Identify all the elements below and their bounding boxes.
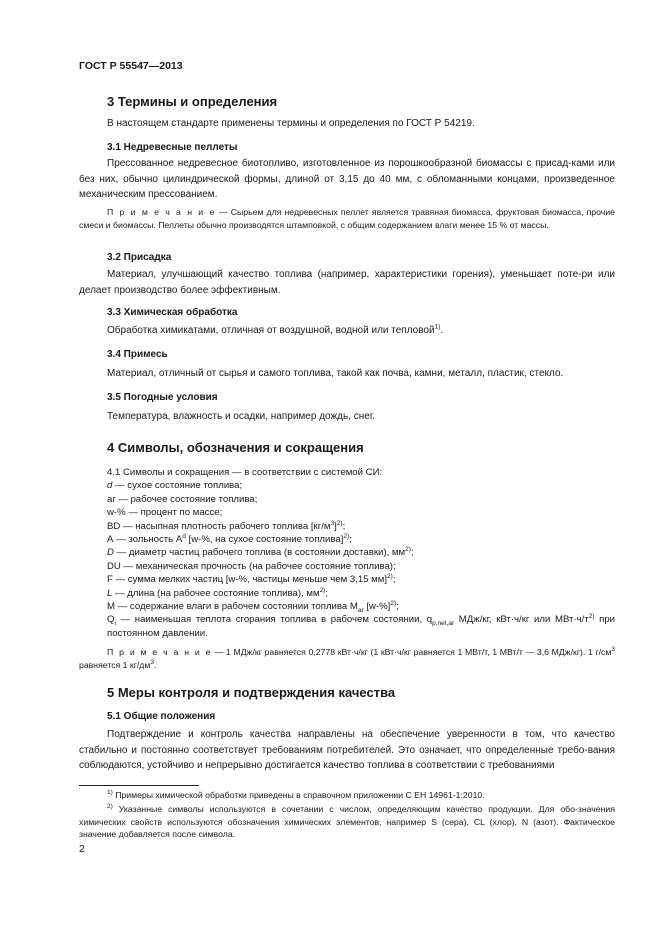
subscript: i [114,620,116,628]
term-3-2-definition: Материал, улучшающий качество топлива (например, характеристики горения), уменьшает поте-ри или делает производство более эффективным. [79,269,615,296]
semicolon: ; [392,574,396,586]
section-5-title: 5 Меры контроля и подтверждения качества [107,685,396,700]
symbol-desc: — сухое состояние топлива; [112,480,243,492]
symbol-desc: М — содержание влаги в рабочем состоянии топлива М [107,601,358,613]
footnote-ref: 2) [387,573,393,581]
note-label: П р и м е ч а н и е [107,207,216,217]
section-4-note [79,646,615,671]
note-text: равняется 1 кг/дм [79,659,151,670]
term-3-5-title: 3.5 Погодные условия [107,392,218,403]
note-text: — 1 МДж/кг равняется 0,2778 кВт·ч/кг (1 кВт·ч/кг равняется 1 МВт/т, 1 МВт/т — 3,6 МДж/кг). 1 г/см [212,647,612,657]
symbols-intro: 4.1 Символы и сокращения — в соответствии с системой СИ: [107,467,383,478]
symbol-w: w-% — процент по массе; [107,507,223,519]
symbol-q [79,613,615,640]
symbol-letter: d [107,480,113,492]
superscript: d [182,532,186,540]
document-header: ГОСТ Р 55547—2013 [79,60,183,72]
term-3-1-note [79,206,615,231]
footnote-ref: 2) [319,586,326,594]
footnote-ref: 1) [434,323,441,331]
footnote-text: Указанные символы используются в сочетании с числом, определяющим качество продукции. Для обо-значения химических свойств используются обозначения химических элементов, например S (сера), CL (хлор), N (азот). Фактическое значение добавляется после символа. [79,804,615,839]
term-3-3-text [107,325,443,336]
section-4-title: 4 Символы, обозначения и сокращения [107,440,364,455]
footnote-mark: 1) [107,789,113,797]
symbol-f [79,573,615,586]
footnote-mark: 2) [107,803,113,811]
term-3-2-text [79,267,615,298]
term-3-3-definition: Обработка химикатами, отличная от воздушной, водной или тепловой [107,325,435,336]
footnote-ref: 2) [588,613,595,621]
subscript: ar [357,606,364,614]
page-number: 2 [79,843,85,855]
term-3-1-text [79,156,615,203]
symbol-desc: BD — насыпная плотность рабочего топлива [кг/м [107,520,331,532]
section-5-1-body: Подтверждение и контроль качества направлены на обеспечение уверенности в том, что качество стабильно и постоянно соответствует требованиям потребителей. Это означает, что определенные требо-вания соблюдаются, устойчиво и непрерывно достигается качество топлива в соответствии с требованиями [79,729,615,771]
symbol-desc: А — зольность А [107,534,183,546]
term-3-1-definition: Прессованное недревесное биотопливо, изготовленное из порошкообразной биомассы с присад-ками или без них, обычно цилиндрической формы, длиной от 3,15 до 40 мм, с обломанными концами, произведенное механическим прессованием. [79,158,615,200]
term-3-1-title: 3.1 Недревесные пеллеты [107,142,238,153]
footnote-ref: 2) [343,532,350,540]
footnote-text: Примеры химической обработки приведены в справочном приложении С ЕН 14961-1:2010. [112,790,485,800]
footnote-divider [79,785,199,786]
superscript: 3 [330,519,335,527]
footnote-ref: 2) [405,546,411,554]
term-3-4-title: 3.4 Примесь [107,349,168,360]
symbol-d [79,479,615,492]
term-3-3-title: 3.3 Химическая обработка [107,307,238,318]
note-text: — Сырьем для недревесных пеллет является травяная биомасса, фруктовая биомасса, прочие смеси и биомассы. Пеллеты обычно производятся штамповкой, с общим содержанием влаги менее 15 % от массы. [79,207,615,230]
term-3-2-title: 3.2 Присадка [107,252,172,263]
semicolon: ; [410,547,414,559]
symbol-letter: Q [107,614,115,626]
semicolon: ; [349,534,352,546]
symbol-letter: D [107,547,114,559]
symbols-list [79,466,615,640]
semicolon: ; [325,587,329,599]
footnote-ref: 2) [336,519,343,527]
semicolon: ; [396,601,399,613]
bracket: ] [334,520,337,532]
subscript: p,net,ar [432,620,455,628]
symbol-desc: — диаметр частиц рабочего топлива (в состоянии доставки), мм [113,547,406,559]
superscript: 3 [150,658,154,666]
symbol-letter: L [107,587,113,599]
symbol-desc: — длина (на рабочее состояние топлива), мм [112,587,320,599]
symbol-bd [79,520,615,533]
symbol-desc: — наименьшая теплота сгорания топлива в рабочем состоянии, q [115,614,433,626]
footnote-2 [79,803,615,841]
symbol-m [79,600,615,613]
period: . [153,659,157,670]
footnote-ref: 2) [390,599,397,607]
period: . [440,325,444,336]
footnote-1 [79,789,615,802]
note-label: П р и м е ч а н и е [107,647,213,657]
section-5-1-title: 5.1 Общие положения [107,711,216,722]
symbol-desc-end: при постоянном давлении. [107,614,616,639]
semicolon: ; [342,520,346,532]
symbol-du: DU — механическая прочность (на рабочее состояние топлива); [107,560,396,572]
symbol-desc-end: [w-%] [363,601,391,613]
units: МДж/кг, кВт·ч/кг или МВт·ч/т [454,614,589,626]
symbol-ar: ar — рабочее состояние топлива; [107,493,258,505]
term-3-4-text: Материал, отличный от сырья и самого топлива, такой как почва, камни, металл, пластик, стекло. [107,368,564,379]
section-5-1-text [79,727,615,774]
symbol-D [79,546,615,559]
superscript: 3 [611,646,615,654]
section-3-title: 3 Термины и определения [107,94,278,109]
section-3-intro: В настоящем стандарте применены термины и определения по ГОСТ Р 54219. [107,118,475,129]
term-3-5-text: Температура, влажность и осадки, например дождь, снег. [107,411,376,422]
symbol-desc-end: [w-%, на сухое состояние топлива] [185,534,344,546]
symbol-desc: F — сумма мелких частиц [w-%, частицы меньше чем 3,15 мм] [107,574,388,586]
symbol-l [79,587,615,600]
symbol-a [79,533,615,546]
